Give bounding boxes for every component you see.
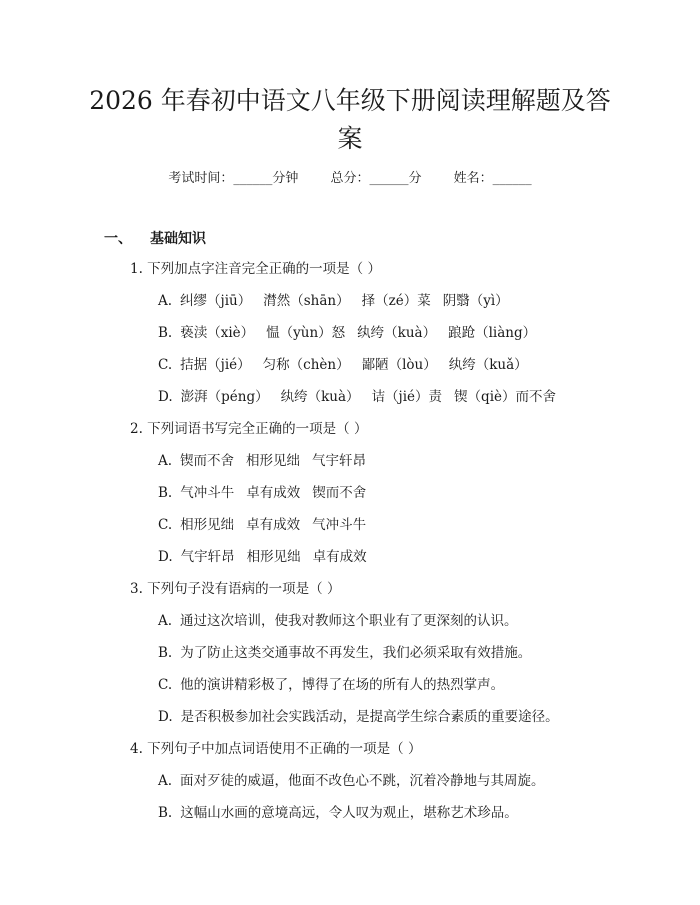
option-word: 纨绔（kuà） <box>357 325 437 341</box>
option-letter: A. <box>158 773 173 789</box>
option-row <box>158 355 540 375</box>
option-row <box>158 707 559 727</box>
option-word: 相形见绌 <box>180 517 235 533</box>
option-word: 相形见绌 <box>246 549 301 565</box>
exam-time-field: 考试时间：______分钟 <box>168 171 299 186</box>
option-text: 通过这次培训，使我对教师这个职业有了更深刻的认识。 <box>180 613 518 629</box>
option-text: 面对歹徒的威逼，他面不改色心不跳，沉着冷静地与其周旋。 <box>180 773 545 789</box>
option-word: 气宇轩昂 <box>180 549 235 565</box>
option-word: 锲而不舍 <box>180 453 235 469</box>
option-word: 纨绔（kuà） <box>280 389 360 405</box>
option-row <box>158 451 378 471</box>
option-word: 诘（jié）责 <box>371 389 443 405</box>
option-word: 澎湃（péng） <box>180 389 269 405</box>
option-word: 拮据（jié） <box>180 357 251 373</box>
section-heading <box>104 229 206 249</box>
option-text: 他的演讲精彩极了，博得了在场的所有人的热烈掌声。 <box>180 677 505 693</box>
option-row <box>158 611 518 631</box>
total-score-field: 总分：______分 <box>330 171 422 186</box>
section-title: 基础知识 <box>150 231 206 247</box>
option-row <box>158 515 378 535</box>
option-word: 气冲斗牛 <box>180 485 235 501</box>
option-word: 潸然（shān） <box>263 293 350 309</box>
option-letter: B. <box>158 485 173 501</box>
section-number: 一、 <box>104 231 132 247</box>
option-letter: C. <box>158 517 173 533</box>
exam-meta <box>0 170 700 188</box>
option-letter: C. <box>158 677 173 693</box>
option-row <box>158 483 378 503</box>
option-letter: A. <box>158 293 173 309</box>
option-word: 匀称（chèn） <box>262 357 350 373</box>
option-letter: D. <box>158 549 173 565</box>
option-row <box>158 675 504 695</box>
option-letter: D. <box>158 389 173 405</box>
option-letter: B. <box>158 805 173 821</box>
option-word: 纠缪（jiū） <box>180 293 252 309</box>
option-letter: D. <box>158 709 173 725</box>
option-letter: A. <box>158 613 173 629</box>
option-word: 择（zé）菜 <box>361 293 431 309</box>
option-letter: B. <box>158 325 173 341</box>
option-word: 阴翳（yì） <box>442 293 509 309</box>
option-row <box>158 771 545 791</box>
option-text: 是否积极参加社会实践活动，是提高学生综合素质的重要途径。 <box>180 709 559 725</box>
option-word: 愠（yùn）怒 <box>266 325 346 341</box>
option-word: 锲（qiè）而不舍 <box>454 389 556 405</box>
option-word: 锲而不舍 <box>312 485 367 501</box>
option-word: 气冲斗牛 <box>312 517 367 533</box>
option-word: 气宇轩昂 <box>312 453 367 469</box>
option-text: 为了防止这类交通事故不再发生，我们必须采取有效措施。 <box>180 645 532 661</box>
option-text: 这幅山水画的意境高远，令人叹为观止，堪称艺术珍品。 <box>180 805 518 821</box>
option-letter: C. <box>158 357 173 373</box>
option-row <box>158 291 521 311</box>
option-letter: A. <box>158 453 173 469</box>
option-row <box>158 547 379 567</box>
student-name-field: 姓名：______ <box>453 171 532 186</box>
option-row <box>158 387 568 407</box>
document-title: 2026 年春初中语文八年级下册阅读理解题及答案 <box>89 86 611 153</box>
question-stem: 4. 下列句子中加点词语使用不正确的一项是（ ） <box>130 741 422 757</box>
option-row <box>158 323 548 343</box>
option-word: 卓有成效 <box>246 517 301 533</box>
option-word: 相形见绌 <box>246 453 301 469</box>
question-stem: 1. 下列加点字注音完全正确的一项是（ ） <box>130 261 381 277</box>
option-word: 卓有成效 <box>246 485 301 501</box>
question-stem: 3. 下列句子没有语病的一项是（ ） <box>130 581 341 597</box>
option-word: 踉跄（liàng） <box>448 325 537 341</box>
option-row <box>158 643 531 663</box>
option-word: 纨绔（kuǎ） <box>448 357 528 373</box>
option-word: 亵渎（xiè） <box>180 325 255 341</box>
option-letter: B. <box>158 645 173 661</box>
option-word: 鄙陋（lòu） <box>361 357 437 373</box>
question-stem: 2. 下列词语书写完全正确的一项是（ ） <box>130 421 368 437</box>
option-row <box>158 803 518 823</box>
option-word: 卓有成效 <box>312 549 367 565</box>
